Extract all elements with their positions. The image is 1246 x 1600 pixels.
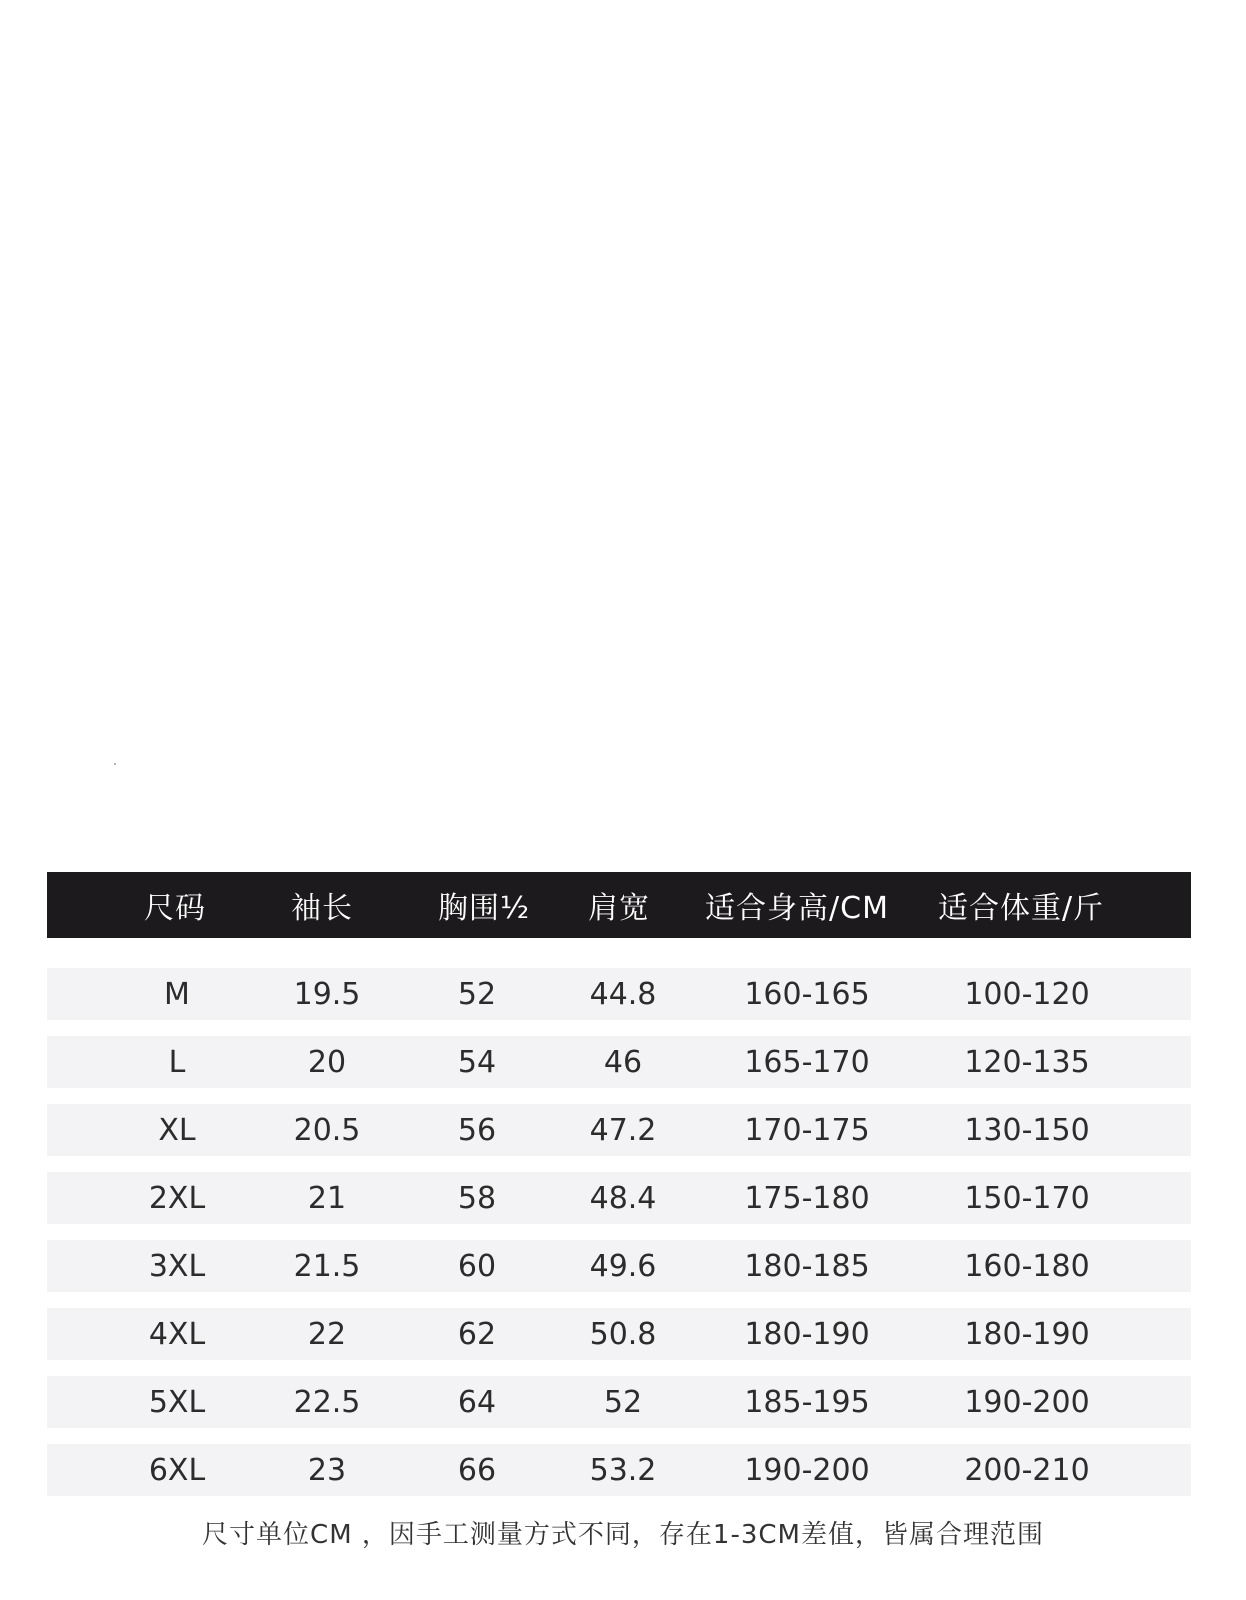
cell-fit-height: 190-200	[744, 1452, 870, 1488]
cell-fit-weight: 120-135	[964, 1044, 1090, 1080]
header-size: 尺码	[144, 891, 206, 926]
header-half-chest: 胸围½	[437, 891, 531, 926]
cell-fit-height: 170-175	[744, 1112, 870, 1148]
header-shoulder-width: 肩宽	[588, 891, 650, 926]
cell-shoulder-width: 50.8	[589, 1316, 657, 1352]
cell-fit-weight: 130-150	[964, 1112, 1090, 1148]
header-fit-height: 适合身高/CM	[705, 891, 889, 926]
cell-size: 5XL	[148, 1384, 206, 1420]
cell-shoulder-width: 44.8	[589, 976, 657, 1012]
cell-half-chest: 62	[457, 1316, 497, 1352]
cell-sleeve-length: 21	[307, 1180, 347, 1216]
cell-size: 4XL	[148, 1316, 206, 1352]
cell-shoulder-width: 46	[603, 1044, 643, 1080]
stray-dot	[114, 763, 116, 765]
cell-sleeve-length: 21.5	[293, 1248, 361, 1284]
cell-half-chest: 54	[457, 1044, 497, 1080]
table-row	[47, 1240, 1191, 1292]
cell-half-chest: 52	[457, 976, 497, 1012]
cell-half-chest: 58	[457, 1180, 497, 1216]
cell-fit-weight: 100-120	[964, 976, 1090, 1012]
cell-fit-weight: 160-180	[964, 1248, 1090, 1284]
cell-fit-height: 180-185	[744, 1248, 870, 1284]
measurement-note: 尺寸单位CM ，因手工测量方式不同，存在1-3CM差值，皆属合理范围	[202, 1520, 1044, 1550]
cell-fit-weight: 190-200	[964, 1384, 1090, 1420]
cell-sleeve-length: 20.5	[293, 1112, 361, 1148]
cell-shoulder-width: 49.6	[589, 1248, 657, 1284]
table-header	[47, 872, 1191, 938]
table-row	[47, 1376, 1191, 1428]
cell-sleeve-length: 19.5	[293, 976, 361, 1012]
cell-size: 2XL	[148, 1180, 206, 1216]
cell-fit-weight: 180-190	[964, 1316, 1090, 1352]
cell-size: 3XL	[148, 1248, 206, 1284]
table-row	[47, 1444, 1191, 1496]
cell-fit-height: 180-190	[744, 1316, 870, 1352]
cell-size: 6XL	[148, 1452, 206, 1488]
cell-half-chest: 56	[457, 1112, 497, 1148]
cell-sleeve-length: 23	[307, 1452, 347, 1488]
table-row	[47, 968, 1191, 1020]
cell-fit-height: 175-180	[744, 1180, 870, 1216]
table-body	[47, 968, 1191, 1496]
cell-sleeve-length: 22.5	[293, 1384, 361, 1420]
cell-shoulder-width: 47.2	[589, 1112, 657, 1148]
header-fit-weight: 适合体重/斤	[937, 891, 1105, 926]
table-row	[47, 1104, 1191, 1156]
cell-fit-weight: 200-210	[964, 1452, 1090, 1488]
table-row	[47, 1172, 1191, 1224]
cell-half-chest: 60	[457, 1248, 497, 1284]
size-chart-table	[47, 872, 1191, 1512]
cell-size: L	[168, 1044, 186, 1080]
cell-size: M	[164, 976, 190, 1012]
cell-size: XL	[158, 1112, 196, 1148]
cell-sleeve-length: 22	[307, 1316, 347, 1352]
cell-shoulder-width: 48.4	[589, 1180, 657, 1216]
table-row	[47, 1036, 1191, 1088]
cell-shoulder-width: 53.2	[589, 1452, 657, 1488]
header-sleeve-length: 袖长	[291, 891, 353, 926]
cell-fit-weight: 150-170	[964, 1180, 1090, 1216]
cell-fit-height: 185-195	[744, 1384, 870, 1420]
cell-sleeve-length: 20	[307, 1044, 347, 1080]
cell-half-chest: 64	[457, 1384, 497, 1420]
cell-fit-height: 165-170	[744, 1044, 870, 1080]
cell-half-chest: 66	[457, 1452, 497, 1488]
cell-shoulder-width: 52	[603, 1384, 643, 1420]
cell-fit-height: 160-165	[744, 976, 870, 1012]
table-row	[47, 1308, 1191, 1360]
